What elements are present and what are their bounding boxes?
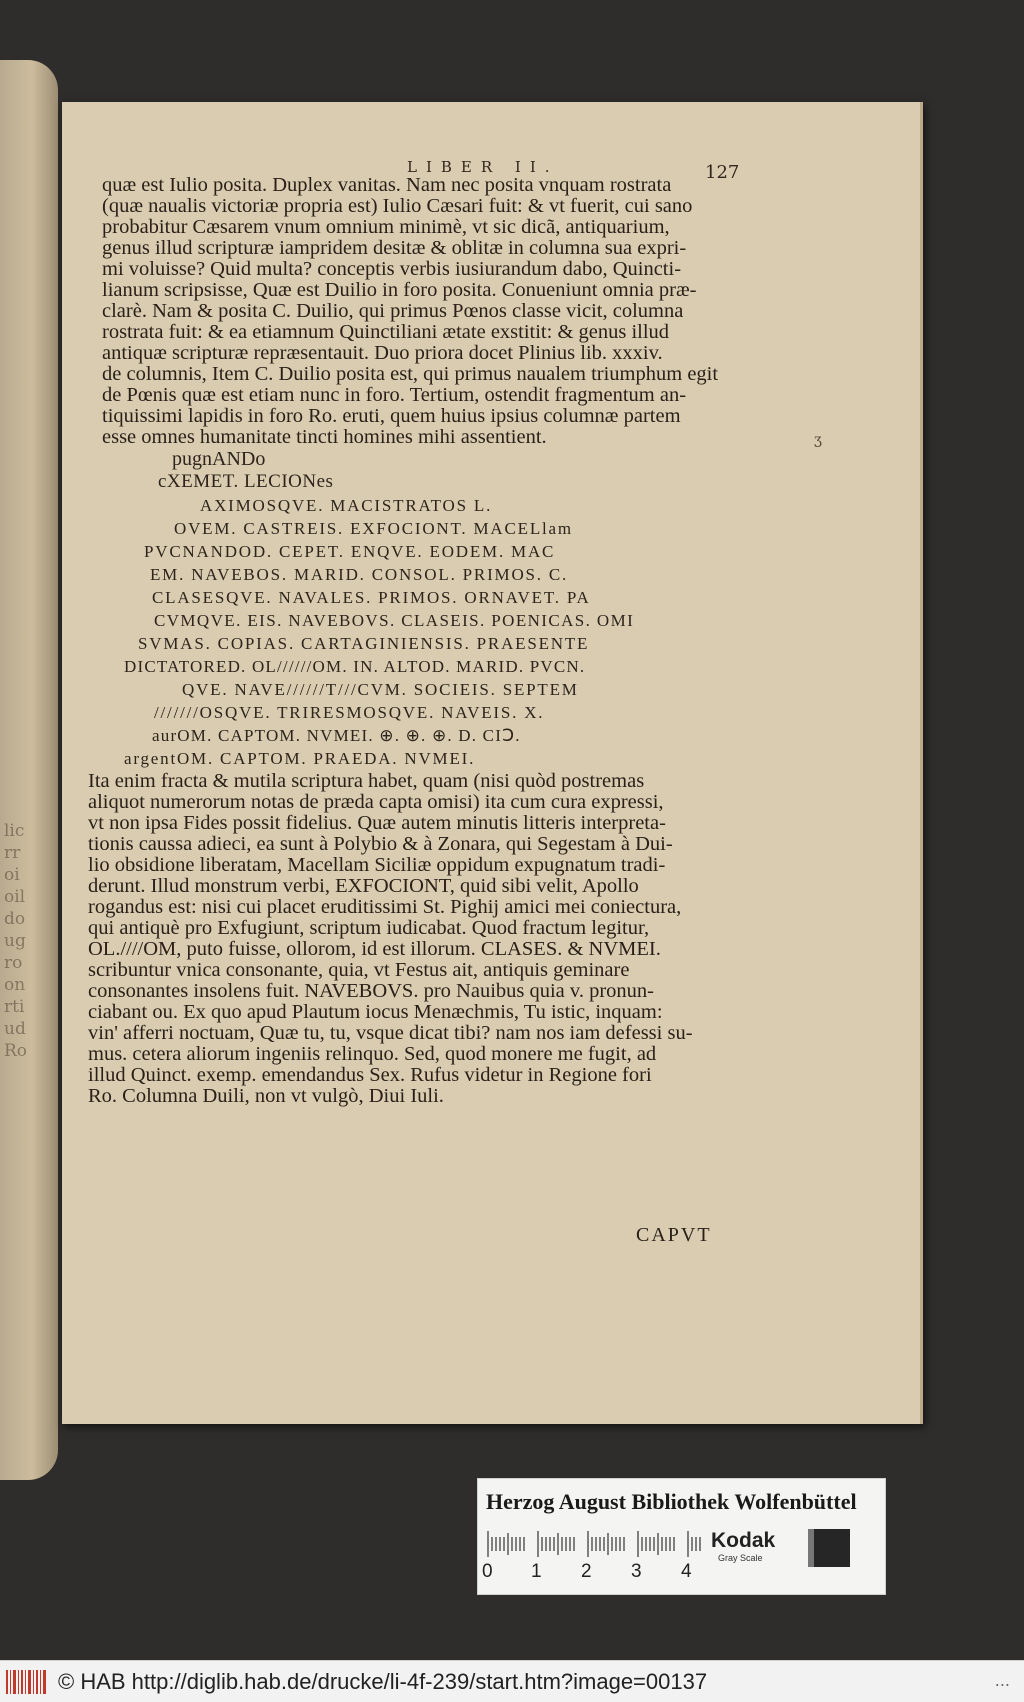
- body-line: rostrata fuit: & ea etiamnum Quinctiliani ætate exstitit: & genus illud: [102, 321, 670, 343]
- commentary-line: vt non ipsa Fides possit fidelius. Quæ autem minutis litteris interpreta-: [88, 812, 666, 834]
- inscription-line: EM. NAVEBOS. MARID. CONSOL. PRIMOS. C.: [150, 565, 569, 584]
- inscription-line: ///////OSQVE. TRIRESMOSQVE. NAVEIS. X.: [154, 703, 545, 722]
- folio-number: 127: [705, 162, 740, 183]
- more-menu-icon[interactable]: ...: [994, 1671, 1010, 1690]
- body-line: antiquæ scripturæ repræsentauit. Duo priora docet Plinius lib. xxxiv.: [102, 342, 663, 364]
- inscription-line: PVCNANDOD. CEPET. ENQVE. EODEM. MAC: [144, 542, 556, 561]
- gray-patch: [808, 1529, 850, 1567]
- commentary-line: tionis caussa adieci, ea sunt à Polybio & à Zonara, qui Segestam à Dui-: [88, 833, 673, 855]
- ruler-number: 1: [531, 1561, 542, 1582]
- inscription-line: DICTATORED. OL//////OM. IN. ALTOD. MARID. PVCN.: [124, 657, 586, 676]
- book-page: [62, 102, 923, 1424]
- color-target-strip: [477, 1478, 886, 1595]
- ruler-scale: [486, 1527, 706, 1561]
- body-line: de Pœnis quæ est etiam nunc in foro. Tertium, ostendit fragmentum an-: [102, 384, 687, 406]
- commentary-line: rogandus est: nisi cui placet eruditissimi St. Pighij amici mei coniectura,: [88, 896, 682, 918]
- barcode-icon: [6, 1670, 46, 1694]
- body-line: genus illud scripturæ iampridem desitæ & oblitæ in columna sua expri-: [102, 237, 687, 259]
- facing-page-edge: lic rr oi oil do ug ro on rti ud Ro: [0, 60, 58, 1480]
- commentary-line: vin' afferri noctuam, Quæ tu, tu, vsque dicat tibi? nam nos iam defessi su-: [88, 1022, 693, 1044]
- commentary-line: aliquot numerorum notas de præda capta omisi) ita cum cura expressi,: [88, 791, 664, 813]
- inscription-line: pugnANDo: [172, 448, 266, 470]
- commentary-line: mus. cetera aliorum ingeniis relinquo. Sed, quod monere me fugit, ad: [88, 1043, 657, 1065]
- body-line: clarè. Nam & posita C. Duilio, qui primus Pœnos classe vicit, columna: [102, 300, 684, 322]
- inscription-line: CVMQVE. EIS. NAVEBOVS. CLASEIS. POENICAS. OMI: [154, 611, 635, 630]
- body-line: mi voluisse? Quid multa? conceptis verbis iusiurandum dabo, Quincti-: [102, 258, 682, 280]
- commentary-line: derunt. Illud monstrum verbi, EXFOCIONT, quid sibi velit, Apollo: [88, 875, 639, 897]
- body-line: quæ est Iulio posita. Duplex vanitas. Nam nec posita vnquam rostrata: [102, 174, 672, 196]
- commentary-line: scribuntur vnica consonante, quia, vt Festus ait, antiquis geminare: [88, 959, 630, 981]
- library-name: Herzog August Bibliothek Wolfenbüttel: [486, 1489, 857, 1514]
- commentary-line: ciabant ou. Ex quo apud Plautum iocus Menæchmis, Tu istic, inquam:: [88, 1001, 663, 1023]
- commentary-line: Ro. Columna Duili, non vt vulgò, Diui Iuli.: [88, 1085, 444, 1107]
- commentary-line: Ita enim fracta & mutila scriptura habet, quam (nisi quòd postremas: [88, 770, 645, 792]
- margin-mark: ʒ: [814, 432, 822, 448]
- body-line: esse omnes humanitate tincti homines mihi assentient.: [102, 426, 547, 448]
- inscription-line: argentOM. CAPTOM. PRAEDA. NVMEI.: [124, 749, 476, 768]
- inscription-line: QVE. NAVE//////T///CVM. SOCIEIS. SEPTEM: [182, 680, 579, 699]
- commentary-line: consonantes insolens fuit. NAVEBOVS. pro Nauibus quia v. pronun-: [88, 980, 654, 1002]
- commentary-line: qui antiquè pro Exfugiunt, scriptum iudicabat. Quod fractum legitur,: [88, 917, 650, 939]
- brand-label: Kodak: [711, 1529, 776, 1552]
- inscription-line: CLASESQVE. NAVALES. PRIMOS. ORNAVET. PA: [152, 588, 591, 607]
- source-link[interactable]: © HAB http://diglib.hab.de/drucke/li-4f-239/start.htm?image=00137: [58, 1669, 708, 1694]
- inscription-line: cXEMET. LECIONes: [158, 471, 334, 492]
- body-line: lianum scripsisse, Quæ est Duilio in foro posita. Conueniunt omnia præ-: [102, 279, 697, 301]
- ruler-number: 4: [681, 1561, 692, 1582]
- body-line: (quæ naualis victoriæ propria est) Iulio Cæsari fuit: & vt fuerit, cui sano: [102, 195, 693, 217]
- ruler-number: 3: [631, 1561, 642, 1582]
- inscription-line: AXIMOSQVE. MACISTRATOS L.: [200, 496, 493, 515]
- inscription-line: aurOM. CAPTOM. NVMEI. ⊕. ⊕. ⊕. D. CIↃ.: [152, 726, 521, 745]
- running-head: LIBER II.: [407, 158, 559, 176]
- body-line: probabitur Cæsarem vnum omnium minimè, vt sic dicã, antiquarium,: [102, 216, 670, 238]
- commentary-line: illud Quinct. exemp. emendandus Sex. Rufus videtur in Regione fori: [88, 1064, 652, 1086]
- commentary-line: lio obsidione liberatam, Macellam Siciliæ oppidum expugnatum tradi-: [88, 854, 666, 876]
- inscription-line: SVMAS. COPIAS. CARTAGINIENSIS. PRAESENTE: [138, 634, 590, 653]
- body-line: de columnis, Item C. Duilio posita est, qui primus naualem triumphum egit: [102, 363, 719, 385]
- inscription-line: OVEM. CASTREIS. EXFOCIONT. MACELlam: [174, 519, 573, 538]
- viewer-footer: [0, 1660, 1024, 1702]
- body-line: tiquissimi lapidis in foro Ro. eruti, quem huius ipsius columnæ partem: [102, 405, 681, 427]
- ruler-number: 2: [581, 1561, 592, 1582]
- catchword: CAPVT: [636, 1224, 712, 1246]
- ruler-numbers: [482, 1561, 712, 1585]
- gray-scale-label: Gray Scale: [718, 1553, 763, 1563]
- ruler-number: 0: [482, 1561, 493, 1582]
- commentary-line: OL.////OM, puto fuisse, ollorom, id est illorum. CLASES. & NVMEI.: [88, 938, 661, 960]
